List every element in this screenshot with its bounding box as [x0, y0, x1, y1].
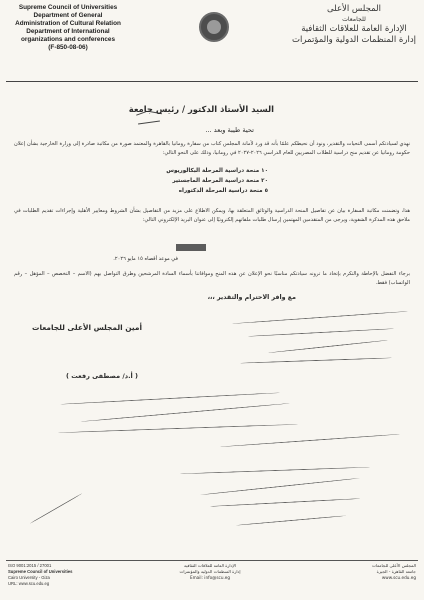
header-en-line2: Department of General: [33, 12, 103, 20]
footer-mid-email: Email: info@scu.eg: [189, 575, 231, 580]
header-ar-line3: الإدارة العامة للعلاقات الثقافية: [301, 24, 407, 35]
handwriting-stroke: [268, 340, 387, 354]
signer-name: ( أ.د/ مصطفى رفعت ): [66, 372, 138, 380]
handwriting-stroke: [180, 467, 370, 475]
header-ar-line1: المجلس الأعلى: [327, 4, 381, 14]
scholarship-item-2: ٢٠ منحة دراسية المرحلة الماجستير: [172, 178, 268, 184]
header-arabic: [292, 4, 416, 46]
body-paragraph-3: برجاء التفضل بالإحاطة والتكرم بإتخاذ ما ترونه سيادتكم مناسبًا نحو الإعلان عن هذه المنح وموافاتنا بأسماء السادة المرشحين وطرق التواصل بهم (الاسم – التخصص – المؤهل – رقم الواتساب) فقط.: [14, 271, 410, 286]
addressee: السيد الأستاذ الدكتور / رئيس جامعة: [128, 104, 274, 114]
footer-english: [8, 563, 72, 587]
footer-en-web: URL: www.scu.edu.eg: [8, 581, 50, 586]
footer-en-line1: Supreme Council of Universities: [8, 569, 73, 574]
footer-mid-line1: الإدارة العامة للعلاقات الثقافية: [183, 563, 237, 568]
header-en-line1: Supreme Council of Universities: [18, 4, 118, 11]
header-en-code: (F-850-08-06): [48, 44, 88, 52]
header-en-line4: Department of International: [26, 28, 110, 36]
handwriting-stroke: [58, 424, 298, 433]
footer-ar-web: www.scu.edu.eg: [381, 575, 416, 580]
scholarship-item-1: ١٠ منحة دراسية المرحلة البكالوريوس: [166, 168, 268, 174]
redacted-email-box: [176, 244, 206, 251]
university-seal-logo: [199, 12, 229, 42]
footer-arabic: [372, 563, 416, 581]
handwriting-stroke: [80, 403, 289, 422]
handwriting-stroke: [220, 434, 400, 448]
deadline-text: في موعد أقصاه ١٥ مايو ٢٠٢٦.: [113, 256, 178, 262]
handwriting-stroke: [30, 493, 82, 524]
handwriting-stroke: [240, 357, 392, 363]
footer-middle: [150, 563, 270, 581]
footer-mid-line2: إدارة المنظمات الدولية والمؤتمرات: [179, 569, 241, 574]
greeting: تحية طيبة وبعد ...: [205, 126, 254, 134]
body-paragraph-1: نهدي لسيادتكم أسمى التحيات والتقدير، ونود أن نحيطكم علمًا بأنه قد ورد لأمانة المجلس كتاب من سفارة رومانيا بالقاهرة والمعتمد صورة من مكاتبة صادرة إلى وزارة الخارجية بشأن إعلان حكومة رومانيا عن تقديم منح دراسية للطلاب المصريين للعام الدراسي ٢٠٢٦-٢٠٢٧ في رومانيا، وذلك على النحو التالي:: [14, 141, 410, 156]
scholarship-item-3: ٥ منحة دراسية المرحلة الدكتوراه: [178, 188, 268, 194]
header-english: [6, 4, 130, 53]
header-ar-line4: إدارة المنظمات الدولية والمؤتمرات: [291, 35, 416, 46]
handwriting-stroke: [236, 515, 346, 526]
footer-en-line2: Cairo University - Giza: [8, 575, 50, 580]
header-en-line5: organizations and conferences: [20, 36, 116, 44]
header-en-line3: Administration of Cultural Relation: [15, 20, 121, 28]
handwriting-stroke: [60, 392, 280, 405]
handwriting-stroke: [248, 328, 394, 337]
body-paragraph-2: هذا، وتضمنت مكاتبة السفارة بيان عن تفاصيل المنحة الدراسية والوثائق المتعلقة بها، ويمكن الاطلاع على مزيد من التفاصيل بشأن الشروط ومعايير الأهلية وإجراءات تقديم الطلبات في ملاحق هذه المذكرة الشفوية، ويرجى من المتقدمين المهتمين إرسال طلبات ملفاتهم إلكترونيًا إلى عنوان البريد الإلكتروني التالي:: [14, 208, 410, 223]
signer-title: أمين المجلس الأعلى للجامعات: [32, 323, 142, 332]
footer-ar-line1: المجلس الأعلى للجامعات: [372, 563, 416, 568]
header-divider: [6, 81, 418, 82]
handwriting-stroke: [200, 478, 359, 496]
closing-line: مع وافر الاحترام والتقدير ،،،: [207, 294, 296, 301]
footer-iso: ISO 9001:2015 / 27001: [8, 563, 52, 568]
handwriting-stroke: [210, 498, 360, 507]
handwriting-stroke: [232, 311, 408, 324]
footer-ar-line2: جامعة القاهرة - الجيزة: [376, 569, 416, 574]
header-ar-line2: للجامعات: [342, 16, 366, 23]
footer-divider: [6, 560, 418, 561]
